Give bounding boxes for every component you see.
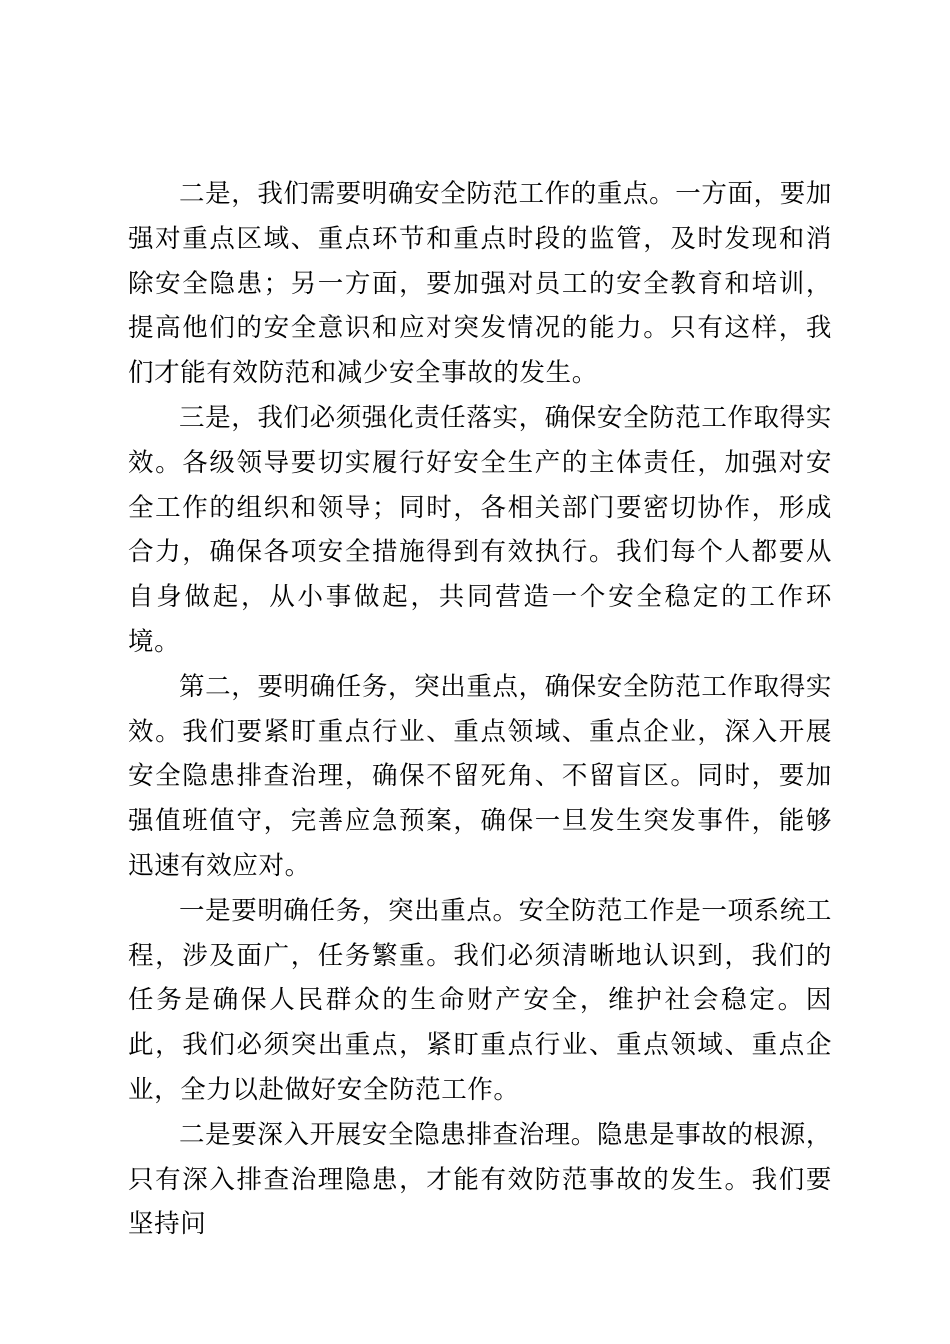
paragraph-5: 二是要深入开展安全隐患排查治理。隐患是事故的根源，只有深入排查治理隐患，才能有效防范事故的发生。我们要坚持问 <box>128 1119 832 1240</box>
paragraph-1: 二是，我们需要明确安全防范工作的重点。一方面，要加强对重点区域、重点环节和重点时段的监管，及时发现和消除安全隐患；另一方面，要加强对员工的安全教育和培训，提高他们的安全意识和应对突发情况的能力。只有这样，我们才能有效防范和减少安全事故的发生。 <box>128 179 832 389</box>
document-body <box>128 172 832 1247</box>
paragraph-4: 一是要明确任务，突出重点。安全防范工作是一项系统工程，涉及面广，任务繁重。我们必须清晰地认识到，我们的任务是确保人民群众的生命财产安全，维护社会稳定。因此，我们必须突出重点，紧盯重点行业、重点领域、重点企业，全力以赴做好安全防范工作。 <box>128 895 832 1105</box>
paragraph-2: 三是，我们必须强化责任落实，确保安全防范工作取得实效。各级领导要切实履行好安全生产的主体责任，加强对安全工作的组织和领导；同时，各相关部门要密切协作，形成合力，确保各项安全措施得到有效执行。我们每个人都要从自身做起，从小事做起，共同营造一个安全稳定的工作环境。 <box>128 402 832 657</box>
paragraph-3: 第二，要明确任务，突出重点，确保安全防范工作取得实效。我们要紧盯重点行业、重点领域、重点企业，深入开展安全隐患排查治理，确保不留死角、不留盲区。同时，要加强值班值守，完善应急预案，确保一旦发生突发事件，能够迅速有效应对。 <box>128 671 832 881</box>
